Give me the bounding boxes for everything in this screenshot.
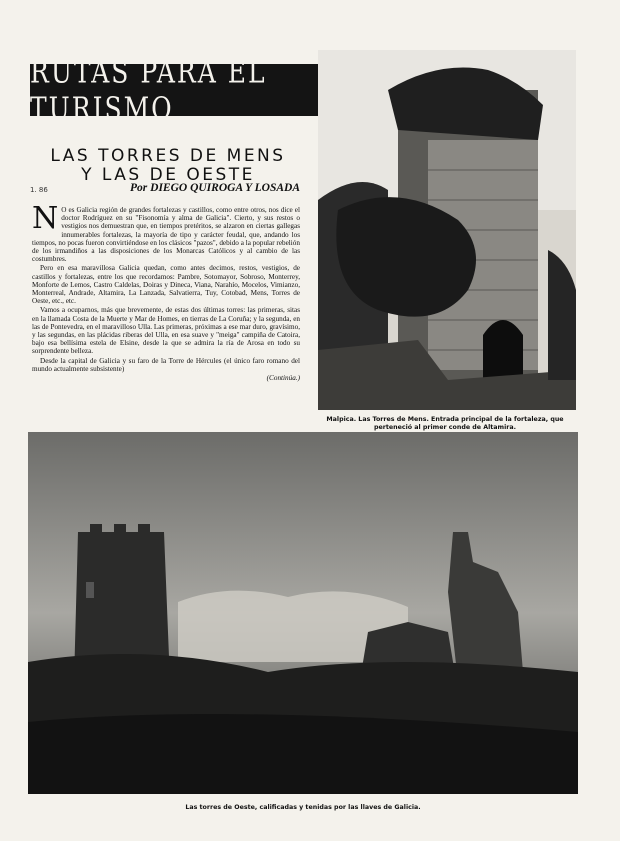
paragraph-1-text: O es Galicia región de grandes fortalezas y castillos, como entre otros, nos dice el doctor Rodríguez en su "Fisonomía y alma de Galicia". Cierto, y sus restos o vestigios nos demuestran que, en tiempos pretéritos, se alzaron en ciertas gallegas innumerables fortalezas, la mayoría de tipo y carácter feudal, que, andando los tiempos, no pocas fueron convirtiéndose en los clásicos "pazos", debido a la popular rebelión de los irmandiños a las disposiciones de los Monarcas Católicos y al cambio de las costumbres. — [32, 206, 300, 264]
paragraph-2: Pero en esa maravillosa Galicia quedan, como antes decimos, restos, vestigios, de castillos y fortalezas, entre los que recordamos: Pambre, Sotomayor, Sobroso, Monterrey, Monforte de Lemos, Castro Caldelas, Doiras y Dineca, Viana, Narahío, Mocelos, Vimianzo, Monterreal, Andrade, Altamira, La Lanzada, Salvatierra, Tuy, Cotobad, Mens, Torres de Oeste, etc., etc. — [32, 264, 300, 306]
article-body — [32, 201, 300, 383]
headline-line-1: LAS TORRES DE MENS — [50, 146, 286, 167]
drop-cap: N — [32, 201, 59, 236]
paragraph-1 — [32, 201, 300, 264]
headline-line-2: Y LAS DE OESTE — [81, 165, 255, 186]
ruins-photo-illustration — [28, 432, 578, 794]
article-headline — [28, 147, 308, 185]
photo-bottom-caption: Las torres de Oeste, calificadas y tenidas por las llaves de Galicia. — [185, 804, 421, 811]
tower-photo-illustration — [318, 50, 576, 410]
photo-top-caption: Malpica. Las Torres de Mens. Entrada principal de la fortaleza, que perteneció al primer conde de Altamira. — [326, 416, 564, 431]
paragraph-3: Vamos a ocuparnos, más que brevemente, de estas dos últimas torres: las primeras, sitas en la llamada Costa de la Muerte y Mar de Homes, en tierras de La Coruña; y la segunda, en las de Pontevedra, en el maravilloso Ulla. Las primeras, próximas a ese mar duro, gravísimo, y las segundas, en las plácidas riberas del Ulla, en esa suave y "meiga" campiña de Catoira, bajo esa bellísima estela de Elsine, desde la que se admira la ría de Arosa en todo su sorprendente belleza. — [32, 306, 300, 356]
continued-note: (Continúa.) — [266, 374, 300, 383]
photo-torres-de-oeste — [28, 432, 578, 794]
photo-torres-de-mens — [318, 50, 576, 410]
article-byline: Por DIEGO QUIROGA Y LOSADA — [130, 182, 300, 194]
banner-title: RUTAS PARA EL TURISMO — [30, 53, 267, 127]
paragraph-4: Desde la capital de Galicia y su faro de la Torre de Hércules (el único faro romano del mundo actualmente subsistente) — [32, 356, 300, 373]
margin-note: 1. 86 — [30, 186, 48, 194]
section-banner — [30, 53, 340, 127]
